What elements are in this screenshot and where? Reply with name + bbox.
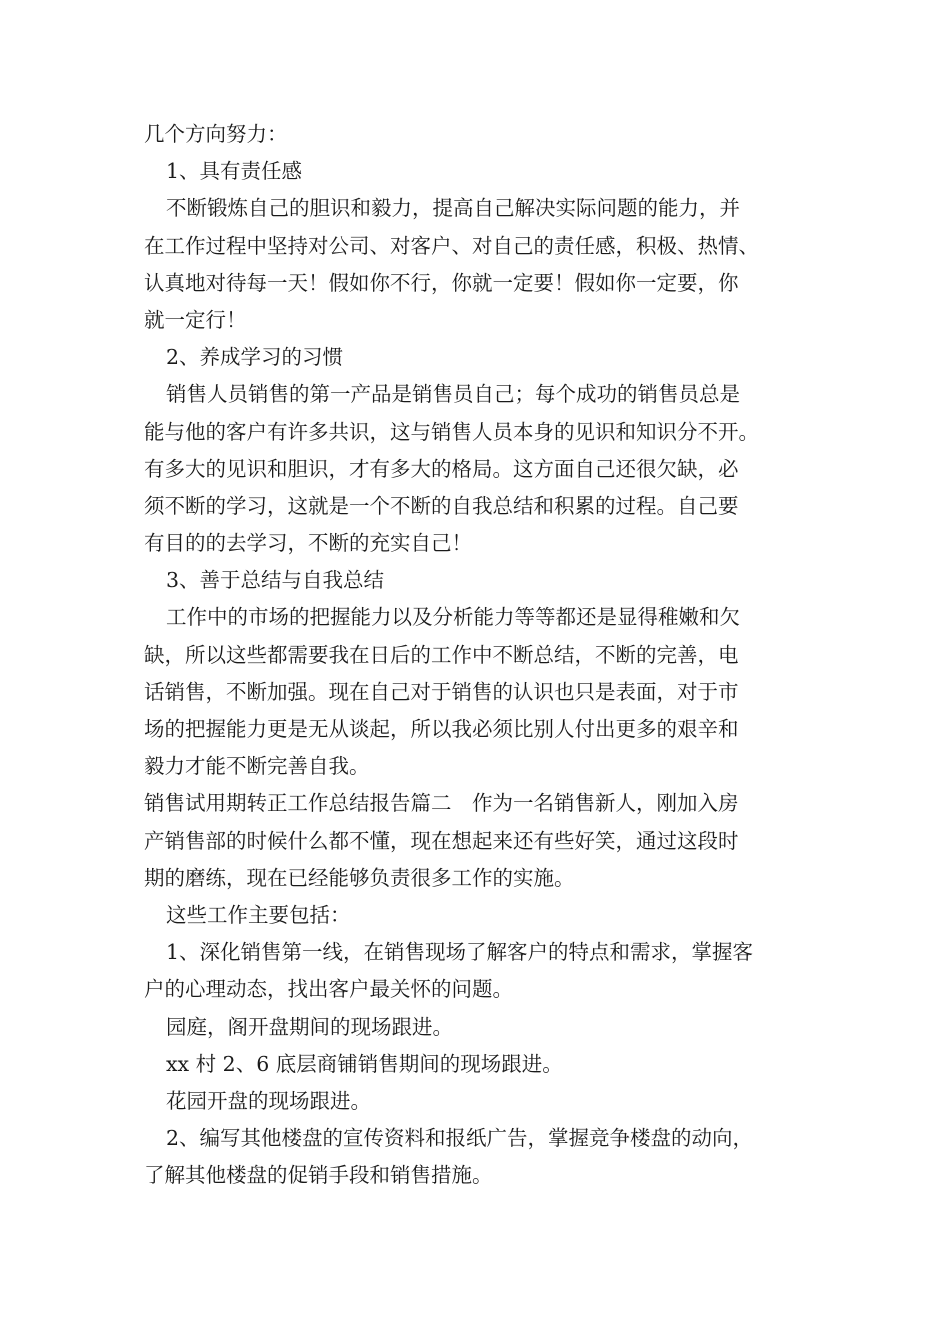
text-line: 几个方向努力： <box>144 122 288 146</box>
text-line: 户的心理动态，找出客户最关怀的问题。 <box>144 977 513 1002</box>
section-heading: 1、具有责任感 <box>166 159 303 184</box>
text-line: 毅力才能不断完善自我。 <box>144 754 370 779</box>
list-item: 2、编写其他楼盘的宣传资料和报纸广告，掌握竞争楼盘的动向， <box>166 1126 754 1151</box>
list-item: 1、深化销售第一线，在销售现场了解客户的特点和需求，掌握客 <box>166 940 754 965</box>
text-line: 工作中的市场的把握能力以及分析能力等等都还是显得稚嫩和欠 <box>166 605 740 630</box>
text-line: 能与他的客户有许多共识，这与销售人员本身的见识和知识分不开。 <box>144 419 759 444</box>
text-line: 场的把握能力更是无从谈起，所以我必须比别人付出更多的艰辛和 <box>144 717 739 741</box>
document-body <box>144 116 814 1194</box>
text-line: 缺，所以这些都需要我在日后的工作中不断总结，不断的完善，电 <box>144 642 739 667</box>
text-line: 不断锻炼自己的胆识和毅力，提高自己解决实际问题的能力，并 <box>166 196 740 221</box>
list-item: 园庭，阁开盘期间的现场跟进。 <box>166 1014 453 1039</box>
report-title-line: 销售试用期转正工作总结报告篇二 作为一名销售新人，刚加入房 <box>144 791 739 816</box>
text-line: 了解其他楼盘的促销手段和销售措施。 <box>144 1163 493 1188</box>
text-line: 期的磨练，现在已经能够负责很多工作的实施。 <box>144 865 575 890</box>
text-line: 在工作过程中坚持对公司、对客户、对自己的责任感，积极、热情、 <box>144 233 759 258</box>
text-line: 有目的的去学习，不断的充实自己！ <box>144 531 472 556</box>
text-line: 须不断的学习，这就是一个不断的自我总结和积累的过程。自己要 <box>144 493 739 518</box>
text-line: 有多大的见识和胆识，才有多大的格局。这方面自己还很欠缺，必 <box>144 456 739 481</box>
section-heading: 3、善于总结与自我总结 <box>166 568 385 593</box>
text-line: 就一定行！ <box>144 307 247 332</box>
text-line: 话销售，不断加强。现在自己对于销售的认识也只是表面，对于市 <box>144 679 739 704</box>
section-heading: 2、养成学习的习惯 <box>166 345 344 370</box>
list-item: xx 村 2、6 底层商铺销售期间的现场跟进。 <box>166 1051 563 1076</box>
list-item: 花园开盘的现场跟进。 <box>166 1088 371 1113</box>
text-line: 这些工作主要包括： <box>166 902 351 927</box>
text-line: 销售人员销售的第一产品是销售员自己；每个成功的销售员总是 <box>166 382 740 407</box>
text-line: 产销售部的时候什么都不懂，现在想起来还有些好笑，通过这段时 <box>144 828 739 853</box>
text-line: 认真地对待每一天！假如你不行，你就一定要！假如你一定要，你 <box>144 270 739 295</box>
